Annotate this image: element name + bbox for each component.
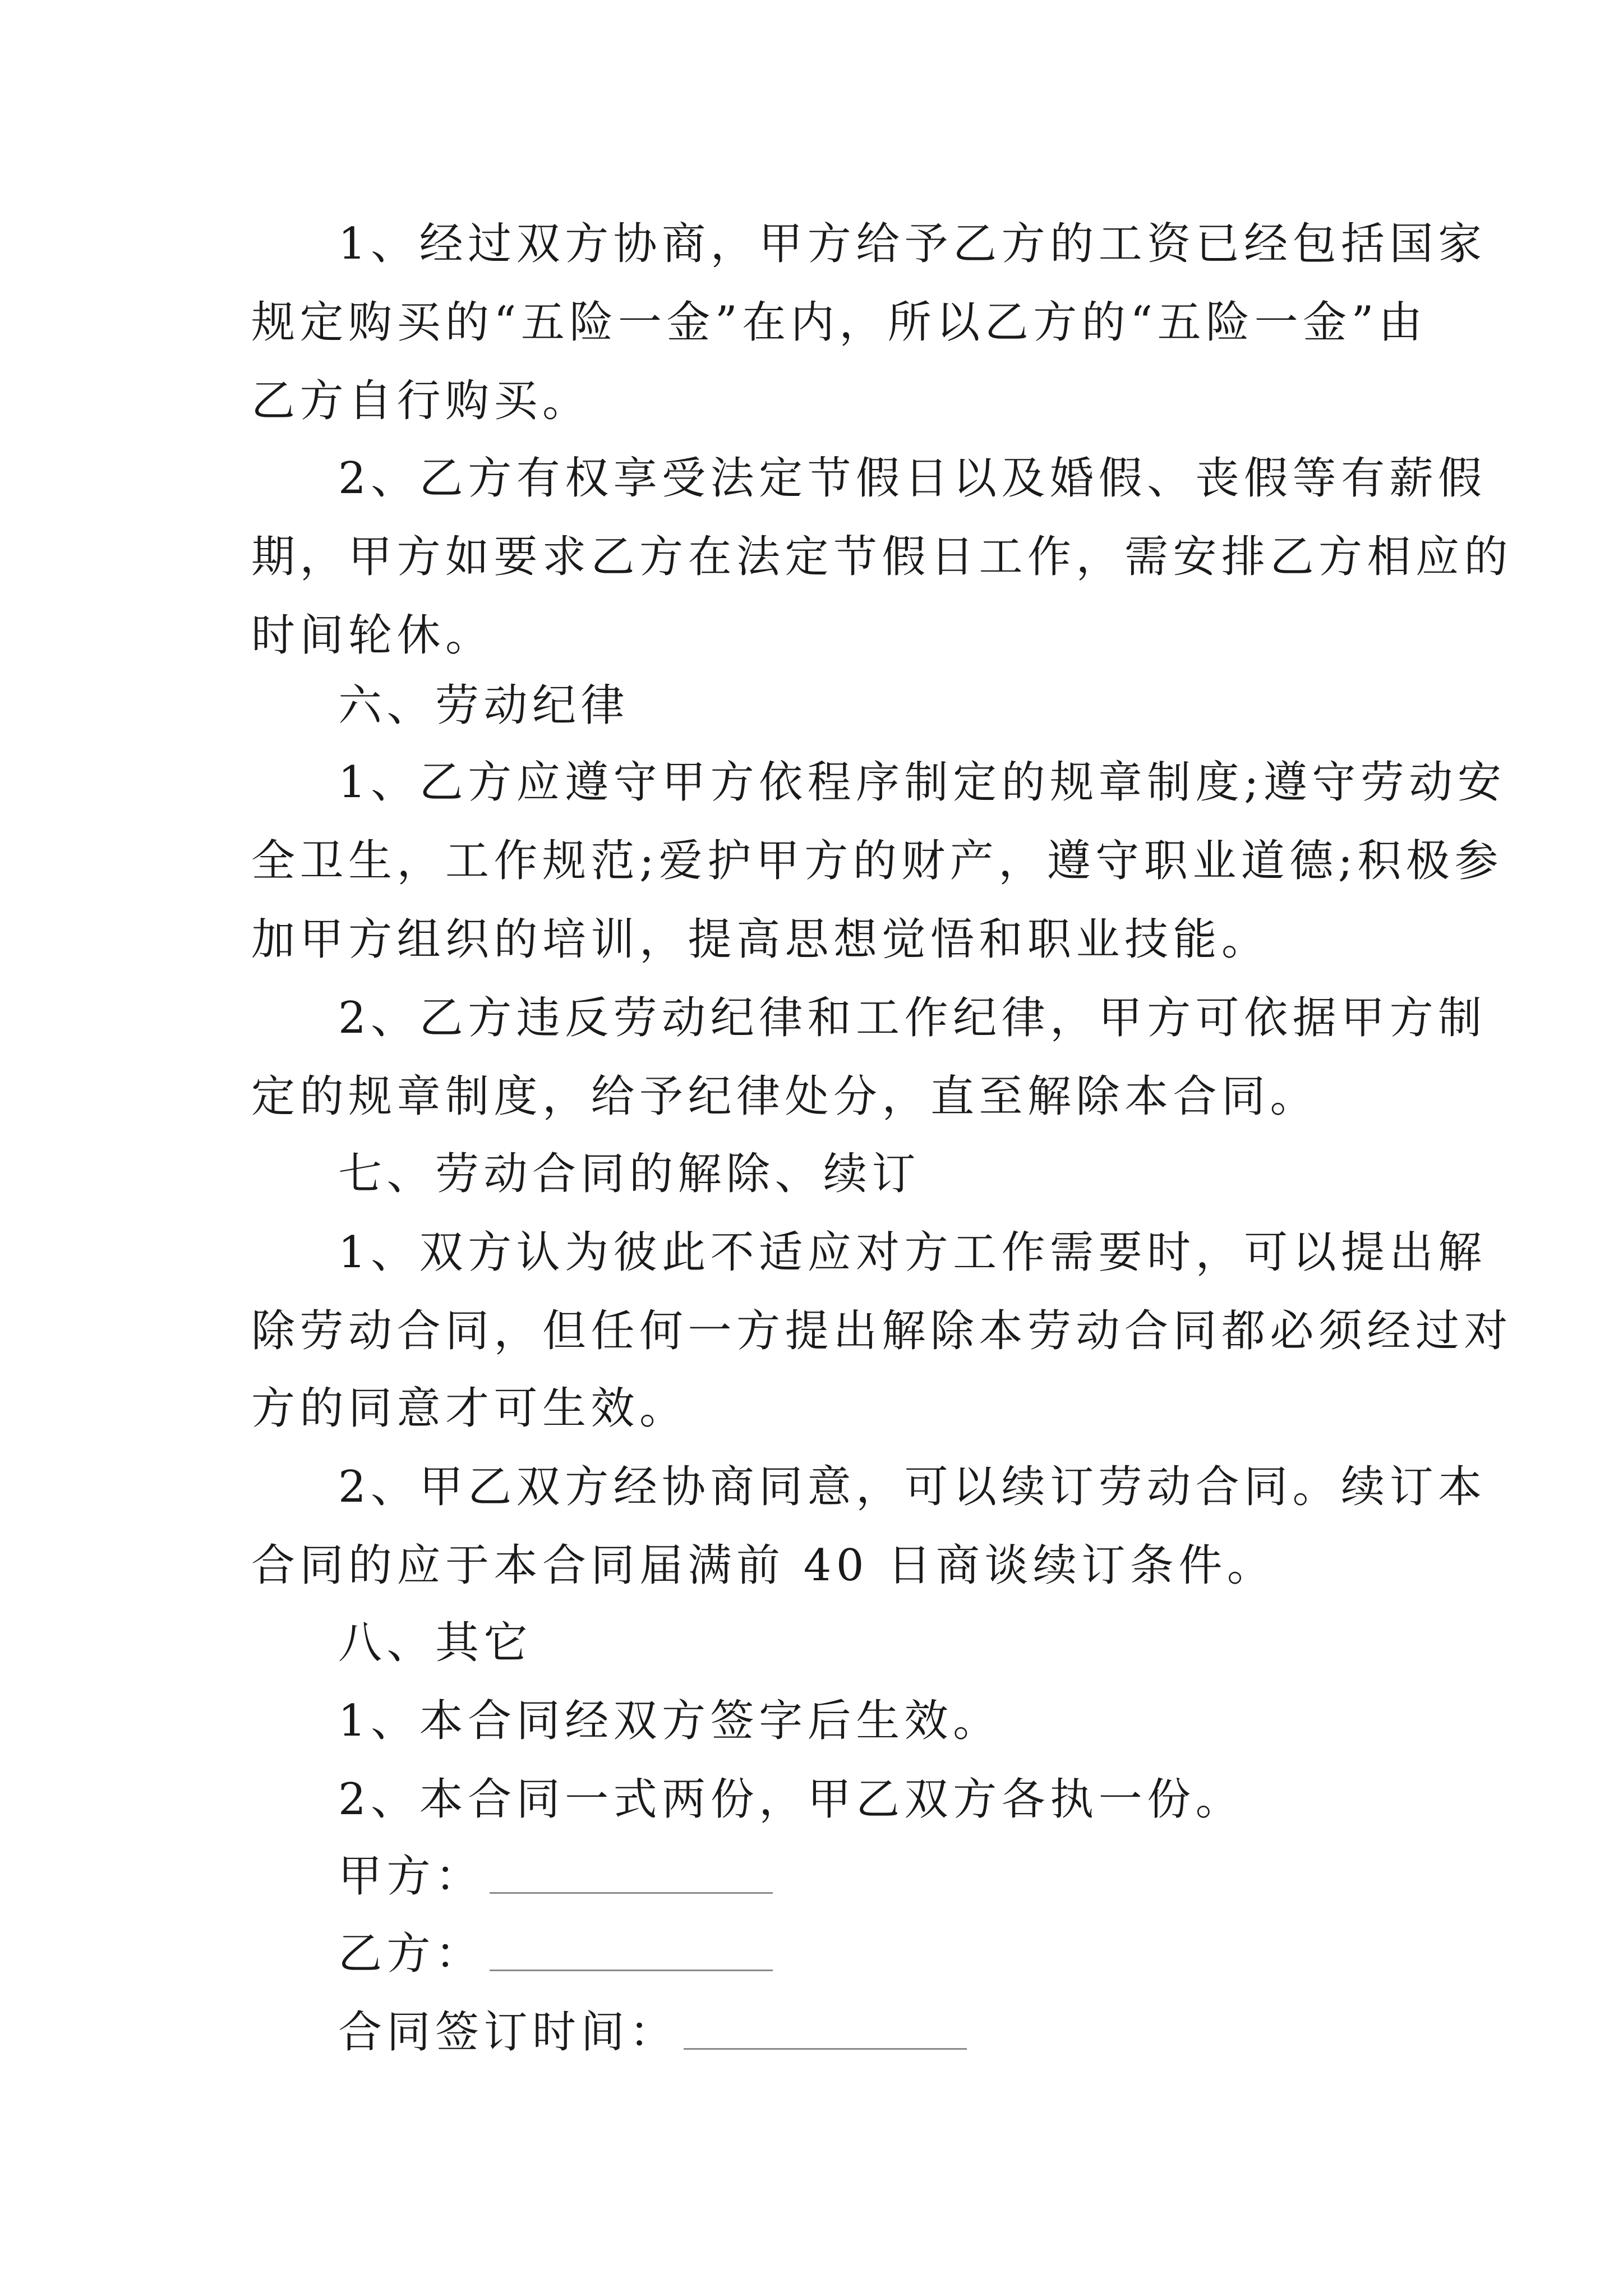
para-violation-line-2: 定的规章制度，给予纪律处分，直至解除本合同。 <box>251 1071 1319 1122</box>
signature-party-b <box>338 1926 773 1982</box>
party-b-signature-blank[interactable] <box>490 1970 773 1971</box>
section-heading-other: 八、其它 <box>338 1618 533 1668</box>
para-holidays-line-2: 期，甲方如要求乙方在法定节假日工作，需安排乙方相应的 <box>251 532 1513 582</box>
para-holidays-line-3: 时间轮休。 <box>251 610 494 661</box>
para-rules-line-1: 1、乙方应遵守甲方依程序制定的规章制度;遵守劳动安 <box>338 757 1506 808</box>
para-wages-line-2: 规定购买的“五险一金”在内，所以乙方的“五险一金”由 <box>251 297 1427 348</box>
signature-date <box>338 2004 967 2060</box>
date-blank[interactable] <box>684 2048 967 2050</box>
party-b-label: 乙方： <box>338 1929 484 1979</box>
section-heading-termination: 七、劳动合同的解除、续订 <box>338 1149 921 1199</box>
signature-party-a <box>338 1848 773 1904</box>
para-termination-line-1: 1、双方认为彼此不适应对方工作需要时，可以提出解 <box>338 1227 1487 1278</box>
para-violation-line-1: 2、乙方违反劳动纪律和工作纪律，甲方可依据甲方制 <box>338 993 1487 1043</box>
para-renewal-line-1: 2、甲乙双方经协商同意，可以续订劳动合同。续订本 <box>338 1462 1487 1512</box>
para-termination-line-3: 方的同意才可生效。 <box>251 1383 688 1434</box>
para-copies: 2、本合同一式两份，甲乙双方各执一份。 <box>338 1774 1244 1825</box>
para-effective: 1、本合同经双方签字后生效。 <box>338 1696 1002 1746</box>
para-rules-line-3: 加甲方组织的培训，提高思想觉悟和职业技能。 <box>251 914 1270 965</box>
para-renewal-line-2: 合同的应于本合同届满前 40 日商谈续订条件。 <box>251 1540 1276 1591</box>
party-a-signature-blank[interactable] <box>490 1892 773 1894</box>
para-wages-line-1: 1、经过双方协商，甲方给予乙方的工资已经包括国家 <box>338 219 1487 269</box>
para-rules-line-2: 全卫生，工作规范;爱护甲方的财产，遵守职业道德;积极参 <box>251 836 1504 886</box>
party-a-label: 甲方： <box>338 1851 484 1902</box>
section-heading-discipline: 六、劳动纪律 <box>338 680 630 731</box>
para-wages-line-3: 乙方自行购买。 <box>251 376 591 426</box>
date-label: 合同签订时间： <box>338 2007 678 2058</box>
para-holidays-line-1: 2、乙方有权享受法定节假日以及婚假、丧假等有薪假 <box>338 453 1487 504</box>
para-termination-line-2: 除劳动合同，但任何一方提出解除本劳动合同都必须经过对 <box>251 1306 1513 1356</box>
